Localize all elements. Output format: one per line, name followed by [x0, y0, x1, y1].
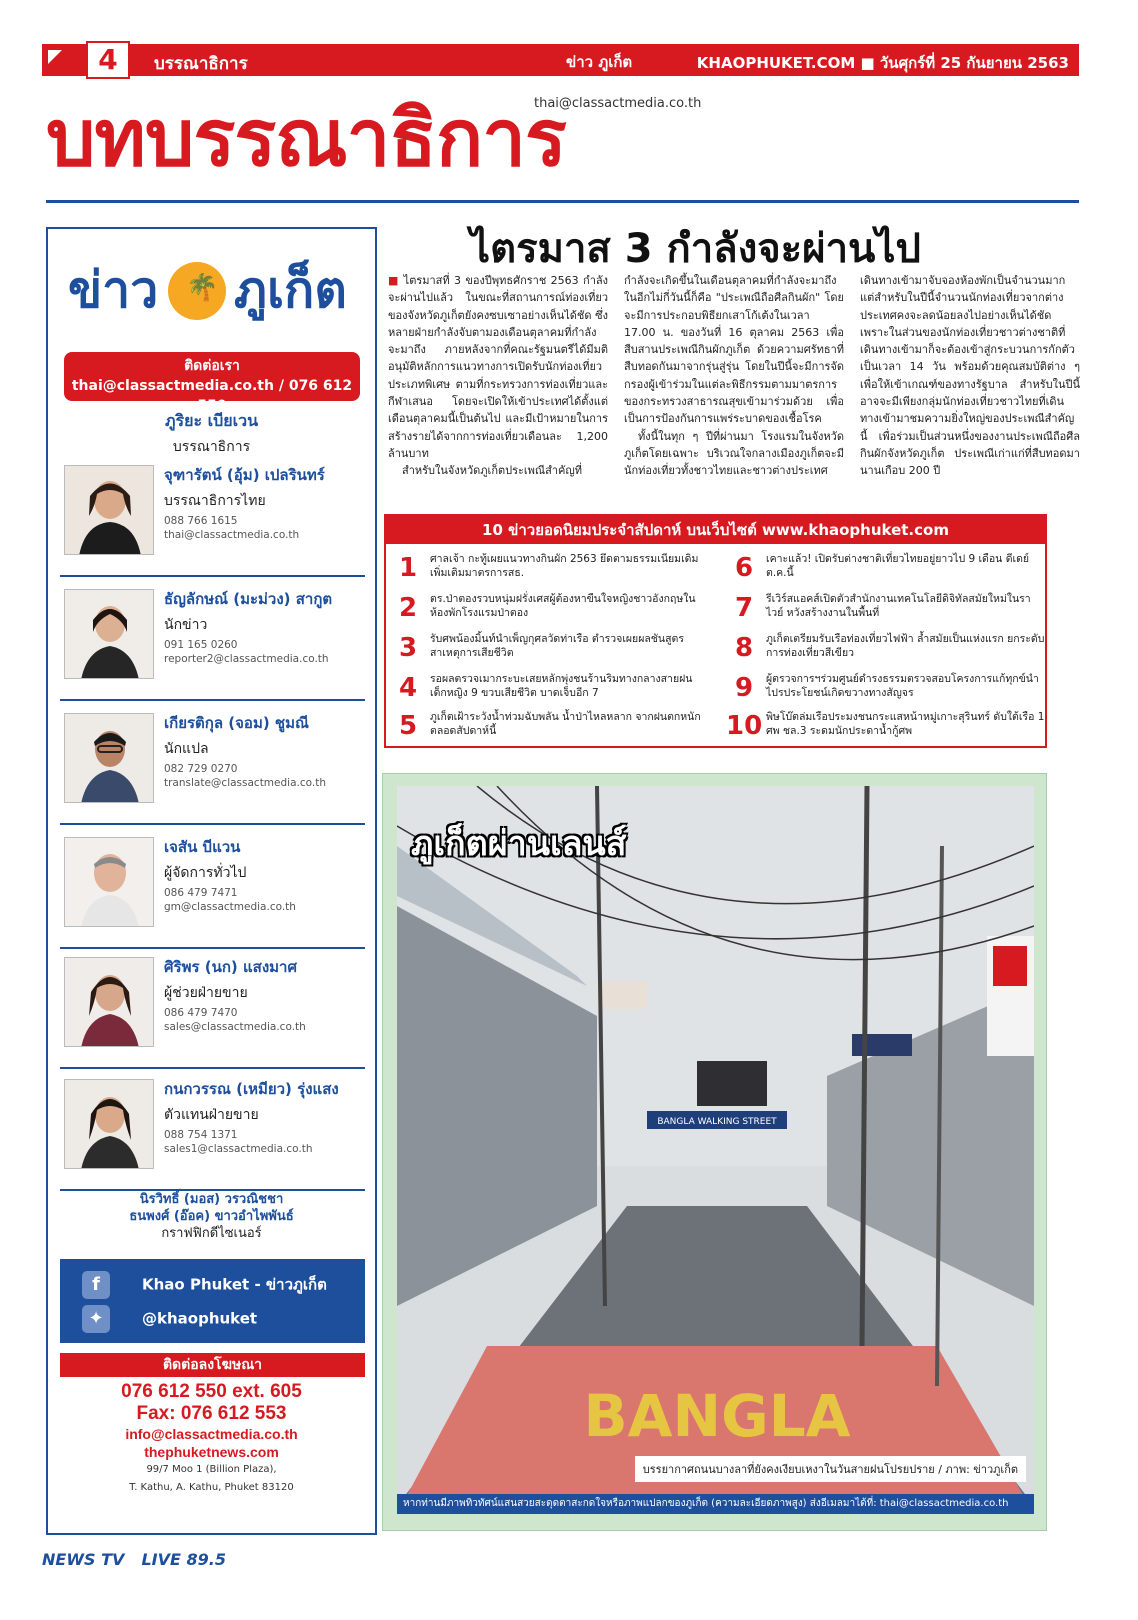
photo-caption: บรรยากาศถนนบางลาที่ยังคงเงียบเหงาในวันสายฝนโปรยปราย / ภาพ: ข่าวภูเก็ต [635, 1456, 1026, 1482]
live-radio-logo: LIVE 89.5 [141, 1550, 226, 1569]
staff-phone: 088 766 1615 [164, 515, 238, 527]
top10-number: 2 [398, 593, 418, 623]
social-box [60, 1259, 365, 1343]
staff-photo [64, 1079, 154, 1169]
ads-phone[interactable]: 076 612 550 ext. 605 [121, 1381, 302, 1402]
page-title: บทบรรณาธิการ [46, 94, 566, 184]
editor-name: ภูริยะ เบียเวน [164, 411, 259, 430]
staff-card [60, 709, 365, 825]
contact-line[interactable]: thai@classactmedia.co.th / 076 612 550 [71, 378, 353, 414]
staff-card [60, 1075, 365, 1191]
facebook-icon: f [82, 1271, 110, 1299]
address-line: 99/7 Moo 1 (Billion Plaza), [146, 1464, 277, 1475]
twitter-label: @khaophuket [142, 1309, 258, 1328]
staff-photo [64, 713, 154, 803]
article-text: กำลังจะเกิดขึ้นในเดือนตุลาคมที่กำลังจะมาถึงในอีกไม่กี่วันนี้ก็คือ "ประเพณีถือศีลกินผัก" โดยจะมีการประกอบพิธียกเสาโก้เต้งในเวลา 17.00 น. ของวันที่ 16 ตุลาคม 2563 เพื่อสืบสานประเพณีกินผักภูเก็ต ด้วยความศรัทธาที่สืบทอดกันมาจากรุ่นสู่รุ่น โดยในปีนี้จะมีการจัดกรองผู้เข้าร่วมในแต่ละพิธีกรรมตามมาตรการของกระทรวงสาธารณสุขเข้ามาร่วมด้วย เพื่อเป็นการป้องกันการแพร่ระบาดของเชื้อโรค [624, 274, 844, 426]
address-line: T. Kathu, A. Kathu, Phuket 83120 [129, 1482, 294, 1493]
top10-item[interactable] [390, 590, 710, 628]
editor-role: บรรณาธิการ [172, 439, 251, 455]
top10-item[interactable] [726, 630, 1046, 668]
facebook-label: Khao Phuket - ข่าวภูเก็ต [142, 1275, 327, 1294]
site-and-date: KHAOPHUKET.COM ■ วันศุกร์ที่ 25 กันยายน 2563 [696, 54, 1069, 72]
ads-email[interactable]: info@classactmedia.co.th [125, 1426, 298, 1442]
graphic-team [48, 1191, 375, 1242]
top10-box [384, 514, 1047, 748]
ads-fax: Fax: 076 612 553 [136, 1403, 287, 1424]
staff-phone: 082 729 0270 [164, 763, 238, 775]
staff-email[interactable]: translate@classactmedia.co.th [164, 777, 326, 789]
staff-email[interactable]: sales1@classactmedia.co.th [164, 1143, 313, 1155]
twitter-icon: ✦ [82, 1305, 110, 1333]
top10-text: ผู้ตรวจการฯร่วมศูนย์ดำรงธรรมตรวจสอบโครงการแก้ทุกข์นำไปรประโยชน์เกิดขวางทางสัญจร [766, 673, 1039, 699]
top10-text: ภูเก็ตเตรียมรับเรือท่องเที่ยวไฟฟ้า ล้ำสมัยเป็นแห่งแรก ยกระดับการท่องเที่ยวสีเขียว [766, 633, 1045, 659]
article-column [388, 272, 608, 480]
article-text: เดินทางเข้ามาจับจองห้องพักเป็นจำนวนมาก แต่สำหรับในปีนี้จำนวนนักท่องเที่ยวจากต่างประเทศคงจะลดน้อยลงไปอย่างเห็นได้ชัด เพราะในส่วนของนักท่องเที่ยวชาวต่างชาติที่เดินทางเข้ามาก็จะต้องเข้าสู่กระบวนการกักตัวเป็นเวลา 14 วัน พร้อมด้วยคุณสมบัติต่าง ๆ เพื่อให้เข้าเกณฑ์ของทางรัฐบาล สำหรับในปีนี้อาจจะมีเพียงกลุ่มนักท่องเที่ยวชาวไทยที่เดินทางเข้ามาชมความยิ่งใหญ่ของประเพณีสำคัญนี้ เพื่อร่วมเป็นส่วนหนึ่งของงานประเพณีถือศีลกินผักจังหวัดภูเก็ต ประเพณีเก่าแก่ที่สืบทอดมานานเกือบ 200 ปี [860, 274, 1080, 478]
khao-phuket-logo [68, 257, 358, 323]
twitter-link[interactable] [82, 1305, 257, 1335]
top10-item[interactable] [726, 550, 1046, 588]
street-photo [397, 786, 1034, 1514]
graphic-name: ธนพงศ์ (อ๊อค) ขาวอำไพพันธ์ [129, 1209, 294, 1224]
staff-name: ศิริพร (นก) แสงมาศ [164, 958, 297, 976]
top10-item[interactable] [726, 590, 1046, 628]
staff-role: ตัวแทนฝ่ายขาย [164, 1107, 259, 1123]
article-headline: ไตรมาส 3 กำลังจะผ่านไป [470, 226, 921, 272]
article-column [860, 272, 1080, 480]
page-number: 4 [86, 41, 130, 79]
contact-title: ติดต่อเรา [184, 358, 240, 374]
top10-number: 9 [734, 673, 754, 703]
top10-text: ภูเก็ตเฝ้าระวังน้ำท่วมฉับพลัน น้ำป่าไหลหลาก จากฝนตกหนักตลอดสัปดาห์นี้ [430, 711, 701, 737]
staff-role: ผู้ช่วยฝ่ายขาย [164, 985, 248, 1001]
ads-website[interactable]: thephuketnews.com [144, 1444, 279, 1460]
top10-text: เคาะแล้ว! เปิดรับต่างชาติเที่ยวไทยอยู่ยาวไป 9 เดือน ดีเดย์ ต.ค.นี้ [766, 553, 1030, 579]
graphic-name: นิรวิทธิ์ (มอส) วรวณิชชา [139, 1192, 284, 1207]
article-body [388, 272, 1080, 498]
staff-phone: 088 754 1371 [164, 1129, 238, 1141]
editor-block [48, 409, 375, 458]
article-text: ไตรมาสที่ 3 ของปีพุทธศักราช 2563 กำลังจะผ่านไปแล้ว ในขณะที่สถานการณ์ท่องเที่ยวของจังหวัดภูเก็ตยังคงซบเซาอย่างเห็นได้ชัด ซึ่งหลายฝ่ายกำลังจับตามองเดือนตุลาคมที่กำลังจะมาถึง ภายหลังจากที่คณะรัฐมนตรีได้มีมติอนุมัติหลักการแนวทางการเปิดรับนักท่องเที่ยวประเภทพิเศษ ตามที่กระทรวงการท่องเที่ยวและกีฬาเสนอ โดยจะเปิดให้เข้าประเทศได้ตั้งแต่เดือนตุลาคมนี้เป็นต้นไป และมีเป้าหมายในการสร้างรายได้จากการท่องเที่ยวเดือนละ 1,200 ล้านบาท [388, 274, 609, 460]
staff-sidebar [46, 227, 377, 1535]
staff-photo [64, 957, 154, 1047]
top10-number: 6 [734, 553, 754, 583]
top10-item[interactable] [390, 708, 710, 746]
top10-text: ตร.ป่าตองรวบหนุ่มฝรั่งเศสผู้ต้องหาขืนใจหญิงชาวอังกฤษในห้องพักโรงแรมป่าตอง [430, 593, 696, 619]
staff-email[interactable]: thai@classactmedia.co.th [164, 529, 300, 541]
divider [46, 200, 1079, 203]
section-name: บรรณาธิการ [154, 54, 248, 74]
top10-item[interactable] [726, 708, 1046, 746]
staff-phone: 091 165 0260 [164, 639, 238, 651]
staff-name: จุฑารัตน์ (อุ้ม) เปลรินทร์ [164, 466, 325, 484]
contact-box [64, 352, 360, 414]
graphic-role: กราฟฟิกดีไซเนอร์ [161, 1226, 262, 1241]
staff-role: ผู้จัดการทั่วไป [164, 865, 247, 881]
staff-name: เกียรติกุล (จอม) ชูมณี [164, 714, 309, 732]
top10-number: 8 [734, 633, 754, 663]
top10-item[interactable] [390, 630, 710, 668]
footer-logos [42, 1550, 226, 1574]
top-banner [46, 44, 1079, 76]
top10-number: 7 [734, 593, 754, 623]
photo-title: ภูเก็ตผ่านเลนส์ [411, 824, 627, 864]
ads-contact [48, 1381, 375, 1497]
staff-photo [64, 589, 154, 679]
top10-text: พิษโบ๊ตล่มเรือประมงชนกระแสหน้าหมู่เกาะสุรินทร์ ดับใต้เรือ 1 ศพ ชล.3 ระดมนักประดาน้ำกู้ศพ [766, 711, 1045, 737]
top10-number: 4 [398, 673, 418, 703]
staff-card [60, 585, 365, 701]
top10-number: 5 [398, 711, 418, 741]
ads-heading: ติดต่อลงโฆษณา [60, 1353, 365, 1377]
top10-title: 10 ข่าวยอดนิยมประจำสัปดาห์ บนเว็บไซต์ www.khaophuket.com [386, 516, 1045, 544]
top10-number: 10 [726, 711, 763, 741]
logo-text-left: ข่าว [68, 261, 159, 319]
staff-role: นักข่าว [164, 617, 208, 633]
top10-item[interactable] [390, 550, 710, 588]
staff-email[interactable]: gm@classactmedia.co.th [164, 901, 296, 913]
top10-text: รอผลตรวจเมากระบะเสยหลักพุ่งชนร้านริมทางกลางสายฝน เด็กหญิง 9 ขวบเสียชีวิต บาดเจ็บอีก 7 [430, 673, 693, 699]
street-sign-text: BANGLA WALKING STREET [657, 1117, 777, 1127]
staff-name: ธัญลักษณ์ (มะม่วง) สากูต [164, 590, 333, 608]
top10-item[interactable] [390, 670, 710, 708]
staff-photo [64, 837, 154, 927]
staff-photo [64, 465, 154, 555]
article-column [624, 272, 844, 480]
street-illustration [397, 786, 1034, 1514]
staff-email[interactable]: reporter2@classactmedia.co.th [164, 653, 329, 665]
staff-card [60, 461, 365, 577]
svg-text:BANGLA: BANGLA [583, 1382, 851, 1450]
logo-text-right: ภูเก็ต [234, 261, 347, 319]
top10-number: 1 [398, 553, 418, 583]
staff-phone: 086 479 7471 [164, 887, 238, 899]
brand-logo-text: ข่าว ภูเก็ต [566, 53, 633, 71]
top10-text: รับศพน้องมิ้นท์นำเพ็ญกุศลวัดท่าเรือ ตำรวจเผยผลชันสูตรสาเหตุการเสียชีวิต [430, 633, 684, 659]
staff-role: บรรณาธิการไทย [164, 493, 266, 509]
photo-feature [382, 773, 1047, 1531]
staff-name: กนกวรรณ (เหมียว) รุ่งแสง [164, 1080, 339, 1098]
staff-role: นักแปล [164, 741, 209, 757]
staff-card [60, 953, 365, 1069]
facebook-link[interactable] [82, 1271, 327, 1301]
top10-text: ศาลเจ้า กะทู้เผยแนวทางกินผัก 2563 ยึดตามธรรมเนียมเดิม เพิ่มเติมมาตรการสธ. [430, 553, 699, 579]
photo-submission-note: หากท่านมีภาพทิวทัศน์แสนสวยสะดุดตาสะกดใจหรือภาพแปลกของภูเก็ต (ความละเอียดภาพสูง) ส่งอีเมลมาได้ที่: thai@classactmedia.co.th [397, 1494, 1034, 1514]
staff-card [60, 833, 365, 949]
bullet-icon: ■ [388, 274, 404, 287]
palm-tree-icon: 🌴 [186, 273, 219, 303]
article-text: ทั้งนี้ในทุก ๆ ปีที่ผ่านมา โรงแรมในจังหวัดภูเก็ตโดยเฉพาะ บริเวณใจกลางเมืองภูเก็ตจะมีนักท่องเที่ยวทั้งชาวไทยและชาวต่างประเทศ [624, 429, 844, 478]
staff-email[interactable]: sales@classactmedia.co.th [164, 1021, 306, 1033]
top10-item[interactable] [726, 670, 1046, 708]
news-tv-logo: NEWS TV [42, 1550, 125, 1569]
article-text: สำหรับในจังหวัดภูเก็ตประเพณีสำคัญที่ [402, 464, 583, 478]
corner-mark [42, 44, 74, 76]
top10-number: 3 [398, 633, 418, 663]
top10-text: รีเวิร์สแอคส์เปิดตัวสำนักงานเทคโนโลยีดิจิทัลสมัยใหม่ในราไวย์ หวังสร้างงานในพื้นที่ [766, 593, 1031, 619]
staff-phone: 086 479 7470 [164, 1007, 238, 1019]
editorial-email[interactable]: thai@classactmedia.co.th [534, 96, 702, 111]
staff-name: เจสัน บีแวน [164, 838, 241, 856]
